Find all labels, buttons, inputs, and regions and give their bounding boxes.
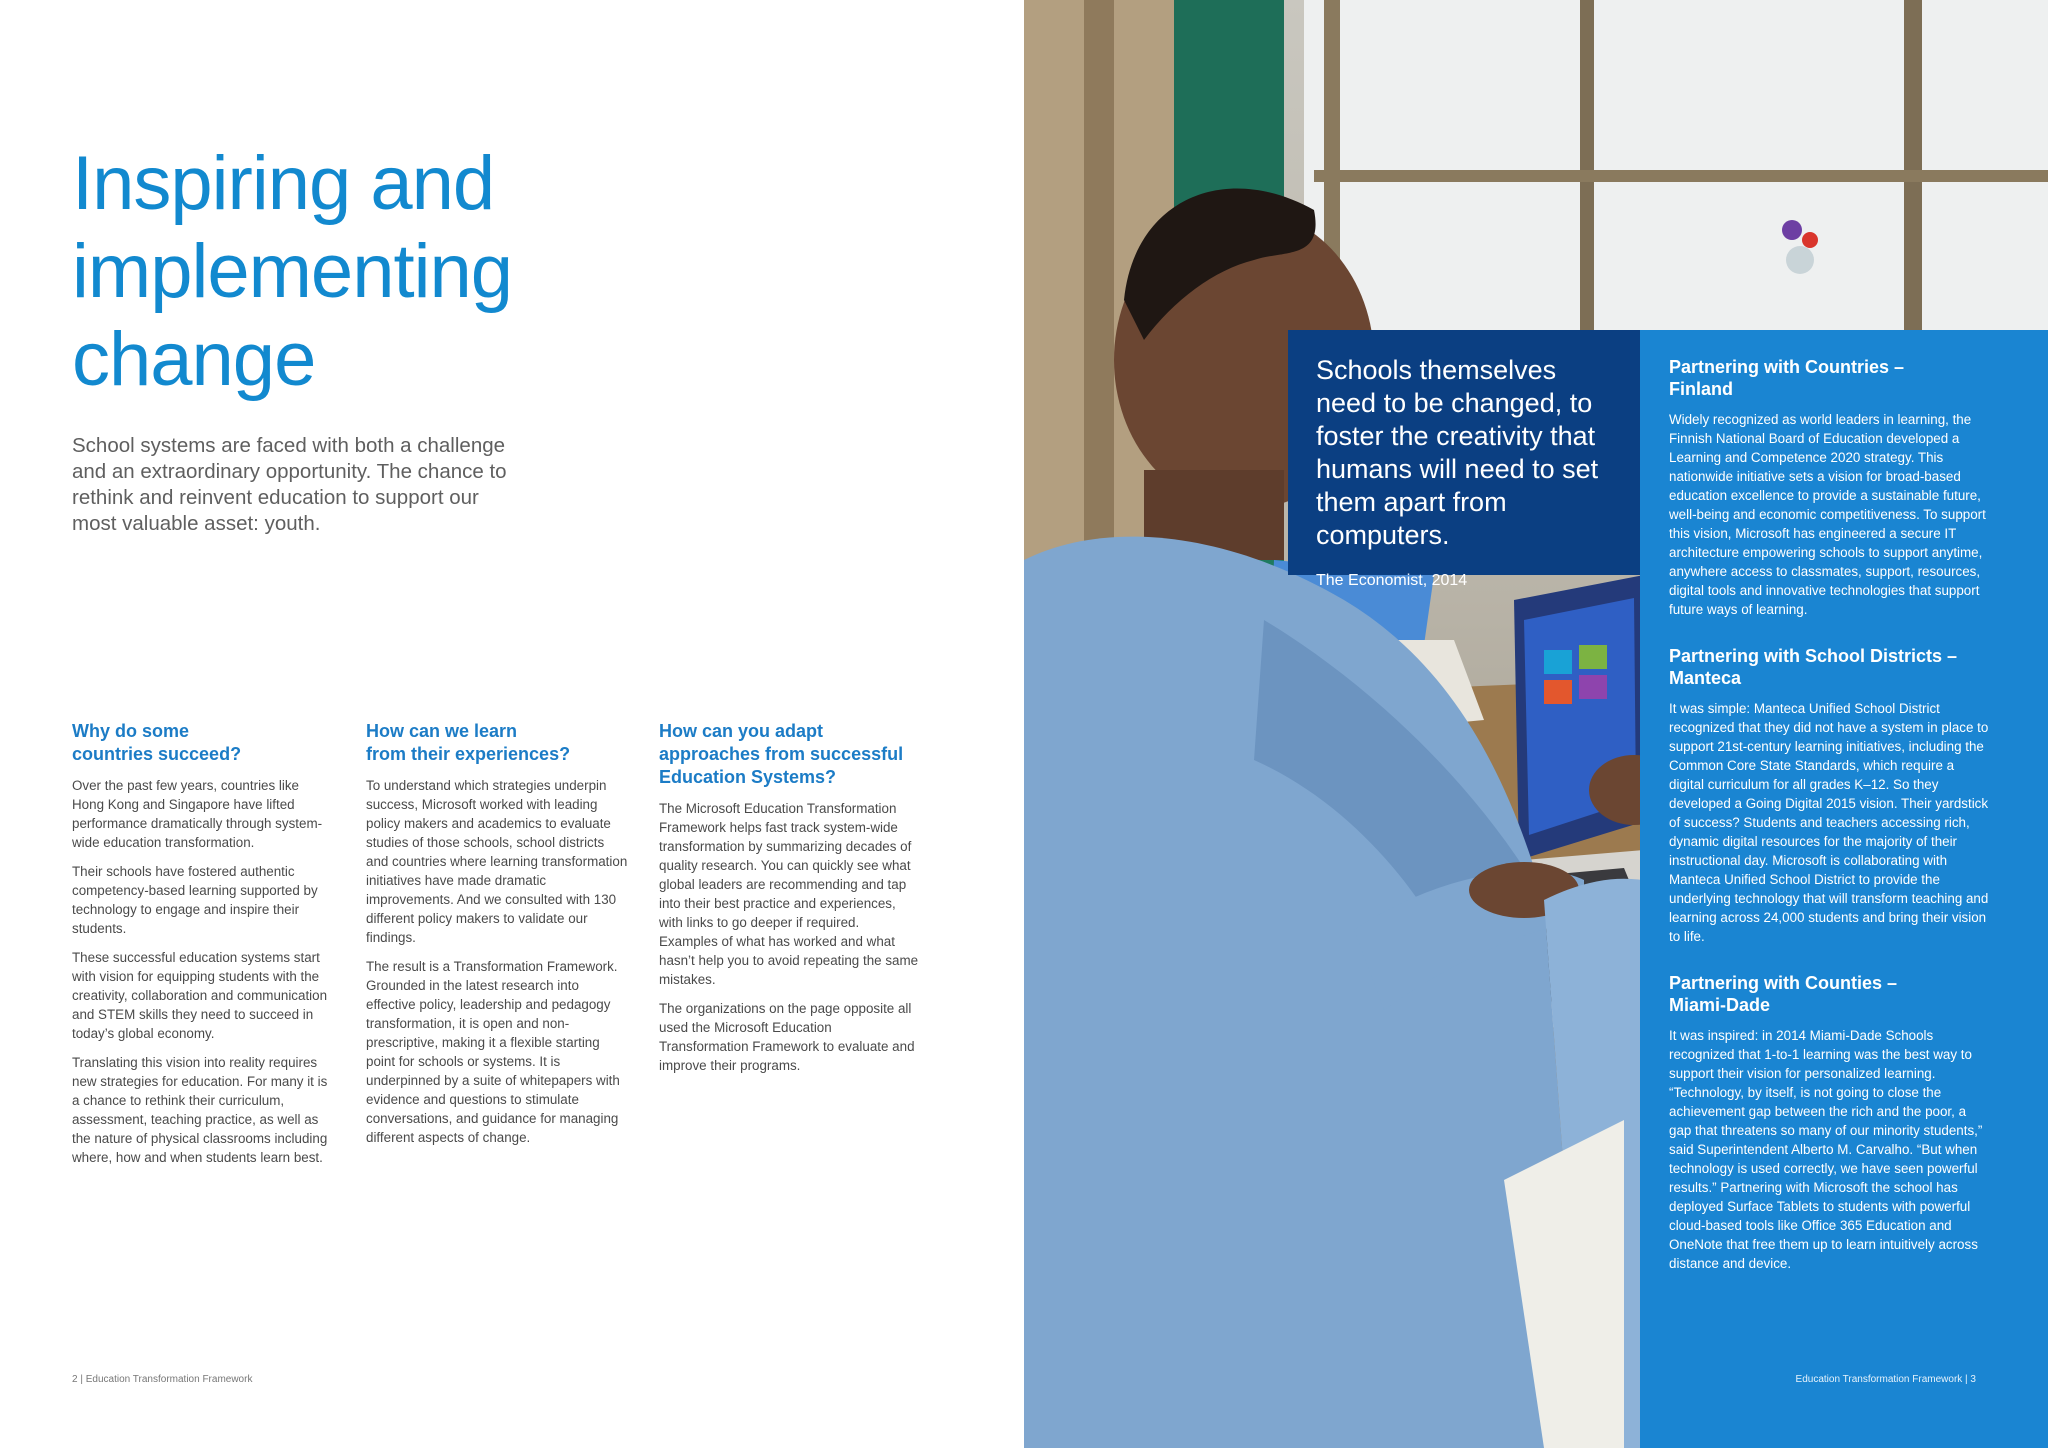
heading-line: Miami-Dade bbox=[1669, 995, 1771, 1015]
heading-line: Why do some bbox=[72, 721, 190, 741]
heading-line: approaches from successful bbox=[659, 744, 904, 764]
column-heading bbox=[659, 720, 921, 789]
column-paragraph: Translating this vision into reality requires new strategies for education. For many it is a chance to rethink their curriculum, assessment, teaching practice, as well as the nature of physical classrooms including where, how and when students learn best. bbox=[72, 1055, 328, 1165]
case-studies-panel bbox=[1640, 330, 2048, 1448]
case-heading-finland bbox=[1669, 356, 1992, 400]
quote-text: Schools themselves need to be changed, to foster the creativity that humans will need to set them apart from computers. bbox=[1316, 355, 1599, 550]
column-why-countries-succeed bbox=[72, 720, 334, 1177]
heading-line: How can we learn bbox=[366, 721, 518, 741]
column-paragraph: Over the past few years, countries like Hong Kong and Singapore have lifted performance dramatically through system-wide education transformation. bbox=[72, 778, 323, 850]
column-paragraph: To understand which strategies underpin success, Microsoft worked with leading policy makers and academics to evaluate studies of those schools, school districts and countries where learning transformation initiatives have made dramatic improvements. And we consulted with 130 different policy makers to validate our findings. bbox=[366, 778, 628, 945]
heading-line: countries succeed? bbox=[72, 744, 242, 764]
title-line: change bbox=[72, 317, 316, 402]
page-title bbox=[72, 140, 512, 404]
case-heading-manteca bbox=[1669, 645, 1992, 689]
page-footer-left: 2 | Education Transformation Framework bbox=[72, 1374, 253, 1385]
column-paragraph: The Microsoft Education Transformation Framework helps fast track system-wide transformation by summarizing decades of quality research. You can quickly see what global leaders are recommending and tap into their best practice and experiences, with links to go deeper if required. Examples of what has worked and what hasn’t help you to avoid repeating the same mistakes. bbox=[659, 801, 919, 987]
heading-line: from their experiences? bbox=[366, 744, 571, 764]
quote-source: The Economist, 2014 bbox=[1316, 572, 1468, 589]
title-line: implementing bbox=[72, 229, 512, 314]
intro-paragraph: School systems are faced with both a challenge and an extraordinary opportunity. The chance to rethink and reinvent education to support our most valuable asset: youth. bbox=[72, 434, 507, 535]
case-body-miami-dade: It was inspired: in 2014 Miami-Dade Schools recognized that 1-to-1 learning was the best way to support their vision for personalized learning. “Technology, by itself, is not going to close the achievement gap between the rich and the poor, a gap that threatens so many of our minority students,” said Superintendent Alberto M. Carvalho. “But when technology is used correctly, we have seen powerful results.” Partnering with Microsoft the school has deployed Surface Tablets to students with powerful cloud-based tools like Office 365 Education and OneNote that free them up to learn intuitively across distance and device. bbox=[1669, 1028, 1983, 1271]
column-adapt-approaches bbox=[659, 720, 921, 1085]
page-footer-right: Education Transformation Framework | 3 bbox=[1795, 1374, 1976, 1385]
quote-box bbox=[1288, 330, 1640, 589]
column-paragraph: These successful education systems start with vision for equipping students with the creativity, collaboration and communication and STEM skills they need to succeed in today’s global economy. bbox=[72, 950, 328, 1041]
column-paragraph: Their schools have fostered authentic competency-based learning supported by technology to engage and inspire their students. bbox=[72, 864, 318, 936]
heading-line: Partnering with Countries – bbox=[1669, 357, 1905, 377]
column-heading bbox=[72, 720, 334, 766]
heading-line: How can you adapt bbox=[659, 721, 824, 741]
case-body-finland: Widely recognized as world leaders in learning, the Finnish National Board of Education developed a Learning and Competence 2020 strategy. This nationwide initiative sets a vision for broad-based education excellence to provide a sustainable future, well-being and economic competitiveness. To support this vision, Microsoft has engineered a secure IT architecture empowering schools to support anytime, anywhere access to classmates, support, resources, digital tools and innovative technologies that support future ways of learning. bbox=[1669, 412, 1986, 617]
column-learn-from-experiences bbox=[366, 720, 628, 1157]
case-heading-miami-dade bbox=[1669, 972, 1992, 1016]
title-line: Inspiring and bbox=[72, 141, 495, 226]
heading-line: Partnering with School Districts – bbox=[1669, 646, 1958, 666]
column-paragraph: The result is a Transformation Framework. Grounded in the latest research into effective policy, leadership and pedagogy transformation, it is open and non-prescriptive, making it a flexible starting point for schools or systems. It is underpinned by a suite of whitepapers with evidence and questions to stimulate conversations, and guidance for managing different aspects of change. bbox=[366, 959, 620, 1145]
heading-line: Manteca bbox=[1669, 668, 1742, 688]
column-heading bbox=[366, 720, 628, 766]
case-body-manteca: It was simple: Manteca Unified School District recognized that they did not have a system in place to support 21st-century learning initiatives, including the Common Core State Standards, which require a digital curriculum for all grades K–12. So they developed a Going Digital 2015 vision. Their yardstick of success? Students and teachers accessing rich, dynamic digital resources for the majority of their instructional day. Microsoft is collaborating with Manteca Unified School District to provide the underlying technology that will transform teaching and learning across 24,000 students and bring their vision to life. bbox=[1669, 701, 1989, 944]
heading-line: Finland bbox=[1669, 379, 1733, 399]
column-paragraph: The organizations on the page opposite all used the Microsoft Education Transformation Framework to evaluate and improve their programs. bbox=[659, 1001, 915, 1073]
heading-line: Partnering with Counties – bbox=[1669, 973, 1898, 993]
heading-line: Education Systems? bbox=[659, 767, 837, 787]
